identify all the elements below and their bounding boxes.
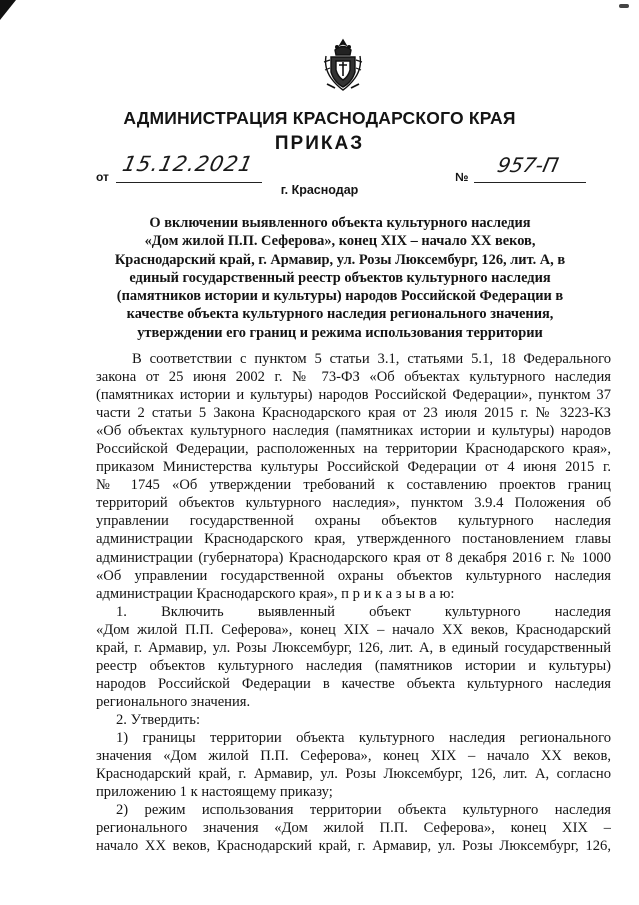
subject-line: утверждении его границ и режима использования территории [137,324,543,341]
body-line: значения «Дом жилой П.П. Сеферова», конец XIX – начало XX веков, [96,748,611,765]
body-line: 2. Утвердить: [116,711,201,728]
body-line: части 2 статьи 5 Закона Краснодарского края от 23 июля 2015 г. № 3223-КЗ [96,405,611,422]
subject-line: качестве объекта культурного наследия регионального значения, [126,306,554,323]
body-line: «Об объектах культурного наследия (памятниках истории и культуры) народов [96,423,611,440]
body-line: регионального значения. [96,693,251,710]
body-line: Российской Федерации, расположенных на территории Краснодарского края», [96,441,611,458]
scan-artifact [619,4,629,8]
subject-line: Краснодарский край, г. Армавир, ул. Розы Люксембург, 126, лит. А, в [114,251,566,268]
body-line: В соответствии с пунктом 5 статьи 3.1, статьями 5.1, 18 Федерального [132,351,611,367]
document-body [96,350,611,855]
document-type: ПРИКАЗ [274,133,365,154]
document-number: 957-П [495,153,561,177]
subject-line: единый государственный реестр объектов культурного наследия [129,269,551,286]
body-line: управлении государственной охраны объектов культурного наследия [96,513,611,530]
date-prefix: от [96,170,109,184]
body-line: реестр объектов культурного наследия (памятников истории и культуры) [96,657,611,674]
corner-fold-mark-icon [0,0,20,24]
body-line: закона от 25 июня 2002 г. № 73-ФЗ «Об объектах культурного наследия [96,369,611,386]
body-line: администрации Краснодарского края», п р и к а з ы в а ю: [96,585,455,602]
coat-of-arms-icon [322,38,364,92]
issuer-title: АДМИНИСТРАЦИЯ КРАСНОДАРСКОГО КРАЯ [123,108,516,128]
body-line: «Об управлении государственной охраны объектов культурного наследия [96,567,611,584]
body-line: 1) границы территории объекта культурного наследия регионального [116,729,611,746]
body-line: приложению 1 к настоящему приказу; [96,784,333,801]
body-line: администрации (губернатора) Краснодарского края от 8 декабря 2016 г. № 1000 [96,549,611,566]
document-subject [100,214,580,342]
body-line: (памятниках истории и культуры) народов Российской Федерации», пунктом 37 [96,387,611,404]
body-line: 2) режим использования территории объекта культурного наследия [116,802,611,819]
subject-line: «Дом жилой П.П. Сеферова», конец XIX – начало XX веков, [144,233,536,250]
city: г. Краснодар [280,183,359,197]
subject-line: О включении выявленного объекта культурного наследия [149,215,531,231]
number-prefix: № [455,170,469,184]
body-line: народов Российской Федерации в качестве объекта культурного наследия [96,675,611,692]
body-line: территорий объектов культурного наследия», пунктом 3.9.4 Положения об [96,495,611,512]
body-line: регионального значения «Дом жилой П.П. Сеферова», конец XIX – [96,820,611,837]
document-date: 15.12.2021 [120,152,256,176]
body-line: Краснодарский край, г. Армавир, ул. Розы Люксембург, 126, лит. А, согласно [96,766,611,783]
body-line: край, г. Армавир, ул. Розы Люксембург, 126, лит. А, в единый государственный [96,639,611,656]
body-line: приказом Министерства культуры Российской Федерации от 4 июня 2015 г. [96,459,611,476]
body-line: администрации Краснодарского края, утвержденного постановлением главы [96,531,611,548]
body-line: № 1745 «Об утверждении требований к составлению проектов границ [96,477,611,494]
body-line: начало XX веков, Краснодарский край, г. Армавир, ул. Розы Люксембург, 126, [96,838,611,855]
body-line: «Дом жилой П.П. Сеферова», конец XIX – начало XX веков, Краснодарский [96,621,611,638]
subject-line: (памятников истории и культуры) народов Российской Федерации в [116,288,564,305]
body-line: 1. Включить выявленный объект культурного наследия [116,603,611,620]
